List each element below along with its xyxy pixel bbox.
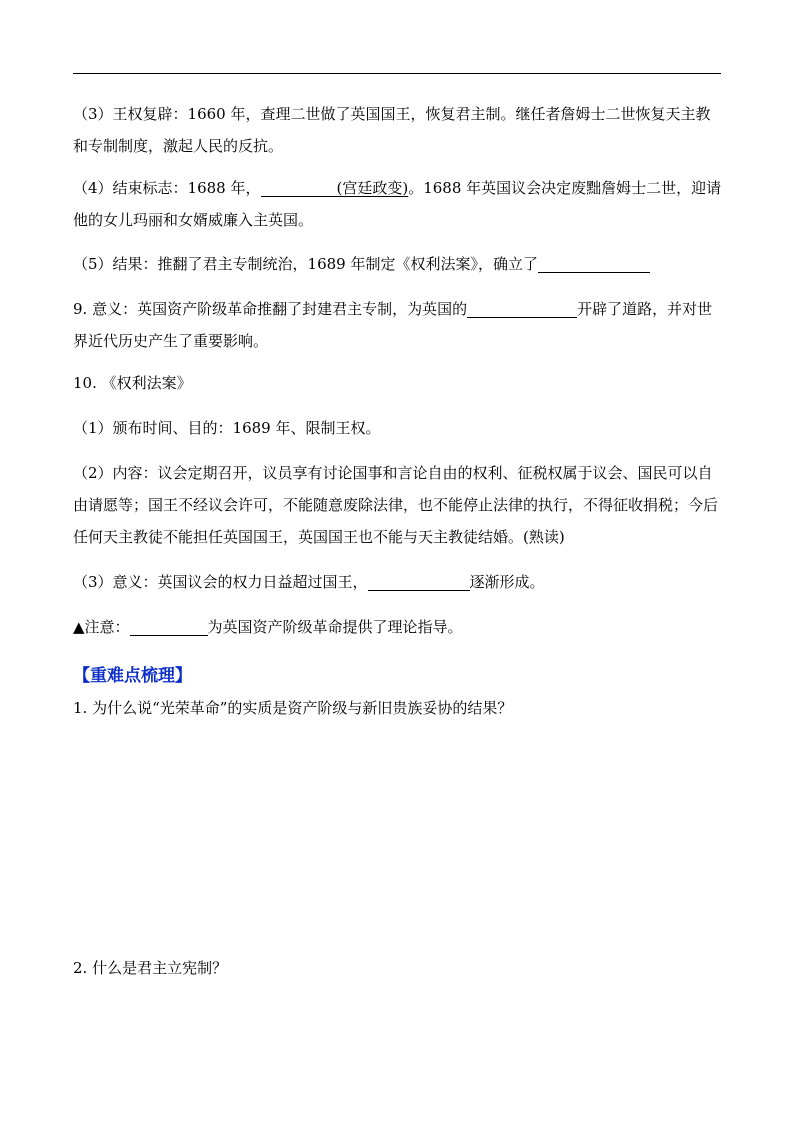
item-5-result: （5）结果：推翻了君主专制统治，1689 年制定《权利法案》，确立了	[73, 248, 723, 280]
blank-4[interactable]	[261, 178, 337, 197]
item-3-restoration: （3）王权复辟：1660 年，查理二世做了英国国王，恢复君主制。继任者詹姆士二世恢复天主教和专制制度，激起人民的反抗。	[73, 105, 711, 155]
item-9-significance: 9. 意义：英国资产阶级革命推翻了封建君主专制，为英国的 开辟了道路，并对世界近代历史产生了重要影响。	[73, 300, 713, 350]
item-10-2-content: （2）内容：议会定期召开，议员享有讨论国事和言论自由的权利、征税权属于议会、国民可以自由请愿等；国王不经议会许可，不能随意废除法律，也不能停止法律的执行，不得征收捐税；今后任何天主教徒不能担任英国国王，英国国王也不能与天主教徒结婚。(熟读)	[73, 464, 719, 546]
blank-10-3[interactable]	[368, 572, 470, 591]
question-2: 2. 什么是君主立宪制？	[73, 959, 228, 977]
blank-9[interactable]	[467, 299, 577, 318]
item-10-title: 10. 《权利法案》	[73, 374, 192, 392]
item-10-3: （3）意义：英国议会的权力日益超过国王， 逐渐形成。	[73, 573, 545, 591]
note: ▲注意： 为英国资产阶级革命提供了理论指导。	[73, 618, 463, 636]
blank-5[interactable]	[538, 254, 650, 273]
item-10-1: （1）颁布时间、目的：1689 年、限制王权。	[73, 419, 381, 437]
item-4-end-sign: （4）结束标志：1688 年， (宫廷政变)。1688 年英国议会决定废黜詹姆士二世，迎请他的女儿玛丽和女婿威廉入主英国。	[73, 179, 722, 229]
answer-4: (宫廷政变)	[336, 179, 409, 197]
section-heading: 【重难点梳理】	[73, 666, 192, 686]
header-rule	[73, 73, 721, 74]
blank-note[interactable]	[130, 617, 208, 636]
question-1: 1. 为什么说“光荣革命”的实质是资产阶级与新旧贵族妥协的结果？	[73, 699, 513, 717]
